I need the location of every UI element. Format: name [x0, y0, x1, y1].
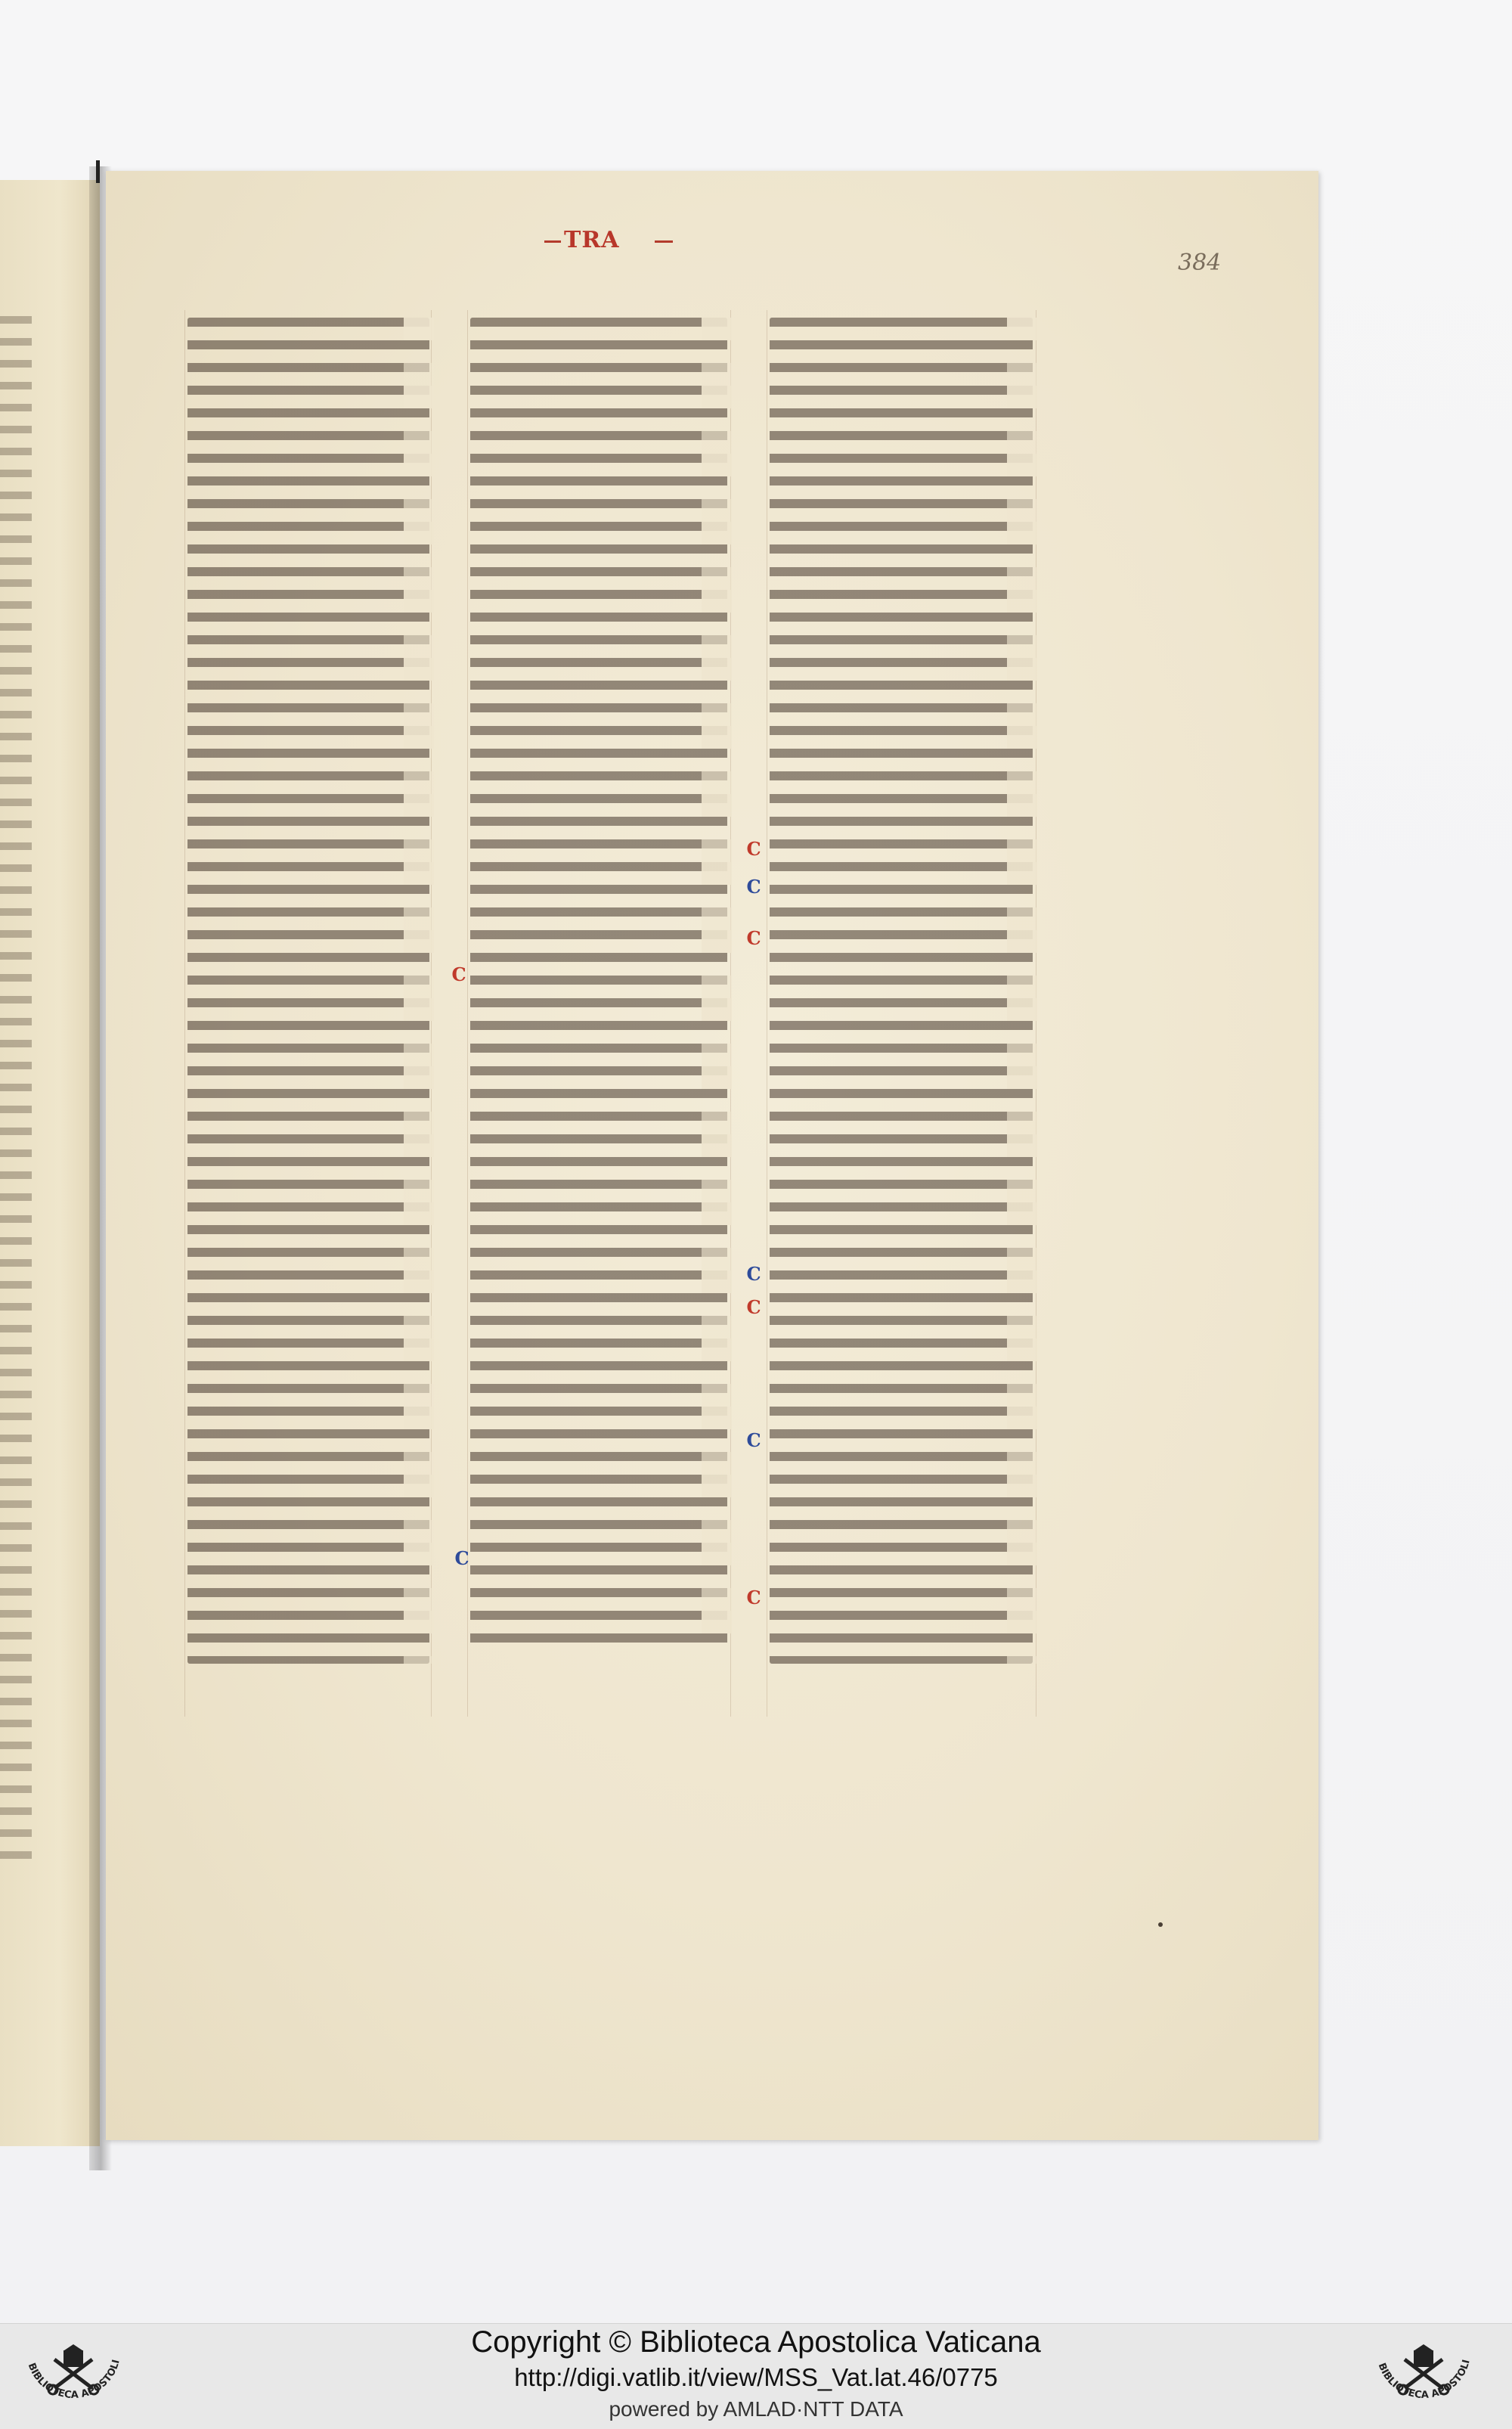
ruling-line	[467, 310, 468, 1717]
rubric-initial: C	[746, 927, 761, 949]
gutter-mark	[96, 160, 100, 183]
facing-page-text	[0, 316, 32, 1866]
footer-copyright: Copyright © Biblioteca Apostolica Vaticana	[471, 2325, 1041, 2359]
running-header	[544, 227, 673, 257]
rubric-initial: C	[746, 876, 761, 898]
running-header-text: TRA	[564, 227, 620, 253]
text-column-3	[770, 318, 1033, 1664]
header-flourish-left	[544, 240, 561, 243]
rubric-initial: C	[746, 1429, 761, 1451]
rubric-initial: C	[454, 1547, 469, 1569]
rubric-initial: C	[746, 838, 761, 860]
header-flourish-right	[655, 240, 673, 243]
vatican-library-seal-left	[17, 2329, 130, 2423]
seal-label: BIBLIOTECA APOSTOLI	[1375, 2358, 1473, 2402]
copyright-footer	[0, 2323, 1512, 2429]
parchment-spot	[1158, 1922, 1163, 1927]
rubric-initial: C	[746, 1587, 761, 1608]
facing-page-edge	[0, 180, 100, 2146]
text-column-2	[470, 318, 727, 1656]
vatican-library-seal-right	[1367, 2329, 1480, 2423]
seal-label: BIBLIOTECA APOSTOLI	[25, 2358, 122, 2402]
text-column-1	[187, 318, 429, 1664]
rubric-initial: C	[746, 1296, 761, 1318]
folio-number: 384	[1178, 250, 1222, 276]
rubric-initial: C	[746, 1263, 761, 1285]
footer-url[interactable]: http://digi.vatlib.it/view/MSS_Vat.lat.46/0775	[514, 2363, 998, 2391]
ruling-line	[184, 310, 185, 1717]
footer-powered-by: powered by AMLAD·NTT DATA	[609, 2397, 903, 2421]
rubric-initial: C	[451, 963, 466, 985]
